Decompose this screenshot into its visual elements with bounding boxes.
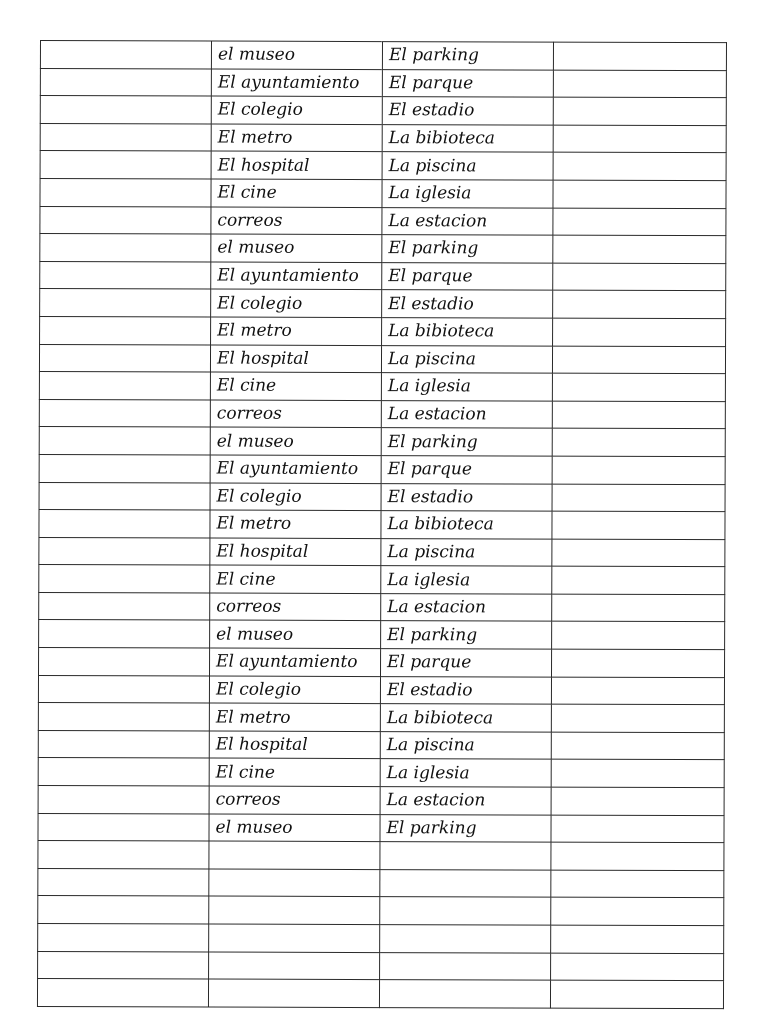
table-row [39,454,725,484]
word-cell-left: el museo [209,814,380,842]
word-cell-left: El cine [210,372,381,400]
word-cell-right [380,897,551,925]
table-row [38,703,724,733]
blank-cell-last [553,235,726,263]
blank-cell-first [39,454,210,482]
table-row [39,565,725,595]
word-cell-right: El parking [382,42,553,70]
table-row [39,482,725,512]
word-cell-right: La piscina [381,538,552,566]
blank-cell-first [40,316,211,344]
word-cell-left: El metro [209,703,380,731]
table-row [38,786,724,816]
table-row [39,620,725,650]
table-row [39,372,725,402]
word-cell-right: La bibioteca [380,704,551,732]
blank-cell-last [553,180,726,208]
blank-cell-first [40,178,211,206]
word-cell-left: El hospital [210,345,381,373]
word-cell-left: El hospital [210,538,381,566]
table-row [38,758,724,788]
word-cell-left: El cine [210,565,381,593]
word-cell-left: el museo [210,621,381,649]
blank-cell-last [552,456,725,484]
table-row [39,648,725,678]
blank-cell-first [38,813,209,841]
blank-cell-last [551,953,724,981]
blank-cell-first [40,234,211,262]
word-cell-left: El ayuntamiento [211,69,382,97]
word-cell-right: La iglesia [382,180,553,208]
word-cell-right: La piscina [381,345,552,373]
table-row [38,841,724,871]
blank-cell-last [553,70,726,98]
word-cell-right: El estadio [380,676,551,704]
blank-cell-last [551,898,724,926]
blank-cell-first [39,482,210,510]
word-cell-right: El parking [381,621,552,649]
blank-cell-last [551,815,724,843]
word-cell-left: El cine [209,758,380,786]
blank-cell-last [550,980,723,1008]
blank-cell-last [553,318,726,346]
table-row [40,41,726,71]
word-cell-right: La bibioteca [382,318,553,346]
word-cell-right [380,925,551,953]
word-cell-right: La piscina [382,152,553,180]
blank-cell-last [553,42,726,70]
word-cell-right [379,980,550,1008]
blank-cell-first [38,786,209,814]
table-row [40,206,726,236]
word-cell-left: correos [210,400,381,428]
word-cell-right: El estadio [382,290,553,318]
blank-cell-last [552,401,725,429]
blank-cell-first [39,648,210,676]
blank-cell-first [38,730,209,758]
blank-cell-first [40,123,211,151]
vocabulary-table-body [37,41,726,1009]
word-cell-right: El parque [381,455,552,483]
table-row [39,592,725,622]
blank-cell-last [552,622,725,650]
table-row [40,96,726,126]
table-row [39,537,725,567]
blank-cell-last [553,208,726,236]
blank-cell-first [39,537,210,565]
table-row [38,896,724,926]
blank-cell-first [38,923,209,951]
table-row [40,261,726,291]
word-cell-right: El estadio [382,97,553,125]
word-cell-right: La iglesia [381,566,552,594]
word-cell-left: El ayuntamiento [211,262,382,290]
blank-cell-last [551,704,724,732]
word-cell-left: El ayuntamiento [210,648,381,676]
word-cell-left: El metro [210,510,381,538]
table-row [38,730,724,760]
blank-cell-first [39,399,210,427]
word-cell-left [209,952,380,980]
blank-cell-last [552,511,725,539]
vocabulary-table [37,40,727,1009]
blank-cell-first [38,675,209,703]
blank-cell-first [39,344,210,372]
blank-cell-last [552,594,725,622]
word-cell-left: El hospital [209,731,380,759]
word-cell-right: La bibioteca [381,511,552,539]
table-row [40,316,726,346]
word-cell-left [209,841,380,869]
word-cell-left [209,869,380,897]
table-row [40,178,726,208]
word-cell-left: El colegio [211,289,382,317]
blank-cell-last [552,428,725,456]
word-cell-right: La estacion [381,400,552,428]
worksheet-sheet [37,40,726,978]
word-cell-left [209,924,380,952]
blank-cell-last [552,539,725,567]
word-cell-right: La iglesia [381,373,552,401]
word-cell-left: correos [209,786,380,814]
blank-cell-last [551,842,724,870]
blank-cell-first [40,96,211,124]
word-cell-left: el museo [211,41,382,69]
word-cell-right [380,842,551,870]
blank-cell-last [551,925,724,953]
blank-cell-first [40,41,211,69]
blank-cell-first [39,592,210,620]
word-cell-right: El parque [382,69,553,97]
table-row [39,510,725,540]
word-cell-right: La estacion [381,593,552,621]
word-cell-left: El colegio [211,96,382,124]
table-row [39,399,725,429]
blank-cell-first [37,979,208,1007]
blank-cell-last [552,373,725,401]
blank-cell-last [551,760,724,788]
blank-cell-last [553,263,726,291]
blank-cell-first [38,896,209,924]
word-cell-right: La piscina [380,731,551,759]
word-cell-right: El parking [380,814,551,842]
word-cell-left [209,896,380,924]
word-cell-right: La bibioteca [382,124,553,152]
blank-cell-first [40,68,211,96]
blank-cell-first [38,841,209,869]
table-row [38,813,724,843]
table-row [40,68,726,98]
blank-cell-last [552,484,725,512]
blank-cell-last [553,290,726,318]
word-cell-left: correos [210,593,381,621]
table-row [38,923,724,953]
blank-cell-last [551,870,724,898]
blank-cell-first [40,206,211,234]
blank-cell-first [38,703,209,731]
table-row [40,123,726,153]
blank-cell-last [552,346,725,374]
word-cell-left: El cine [211,179,382,207]
blank-cell-first [40,289,211,317]
blank-cell-last [552,566,725,594]
word-cell-left: El colegio [209,676,380,704]
word-cell-right: El parking [381,428,552,456]
blank-cell-first [39,510,210,538]
blank-cell-first [39,372,210,400]
blank-cell-first [39,565,210,593]
word-cell-left [208,979,379,1007]
word-cell-left: El hospital [211,151,382,179]
word-cell-right: El parking [382,235,553,263]
word-cell-right [380,952,551,980]
word-cell-left: El ayuntamiento [210,455,381,483]
word-cell-left: correos [211,207,382,235]
word-cell-right: La iglesia [380,759,551,787]
blank-cell-last [551,677,724,705]
blank-cell-last [551,787,724,815]
table-row [38,951,724,981]
blank-cell-first [38,868,209,896]
blank-cell-first [39,427,210,455]
blank-cell-last [551,732,724,760]
blank-cell-last [553,125,726,153]
word-cell-right: El parque [381,649,552,677]
blank-cell-last [552,649,725,677]
table-row [39,344,725,374]
table-row [39,427,725,457]
word-cell-left: El metro [211,317,382,345]
word-cell-left: El colegio [210,483,381,511]
word-cell-right: La estacion [380,787,551,815]
blank-cell-first [38,758,209,786]
word-cell-right: El parque [382,262,553,290]
blank-cell-last [553,152,726,180]
table-row [38,868,724,898]
blank-cell-first [40,151,211,179]
blank-cell-last [553,97,726,125]
word-cell-left: el museo [211,234,382,262]
table-row [40,234,726,264]
table-row [40,289,726,319]
blank-cell-first [40,261,211,289]
table-row [40,151,726,181]
word-cell-right: El estadio [381,483,552,511]
word-cell-right: La estacion [382,207,553,235]
blank-cell-first [39,620,210,648]
word-cell-left: el museo [210,427,381,455]
word-cell-right [380,869,551,897]
table-row [38,675,724,705]
table-row [37,979,723,1009]
word-cell-left: El metro [211,124,382,152]
blank-cell-first [38,951,209,979]
